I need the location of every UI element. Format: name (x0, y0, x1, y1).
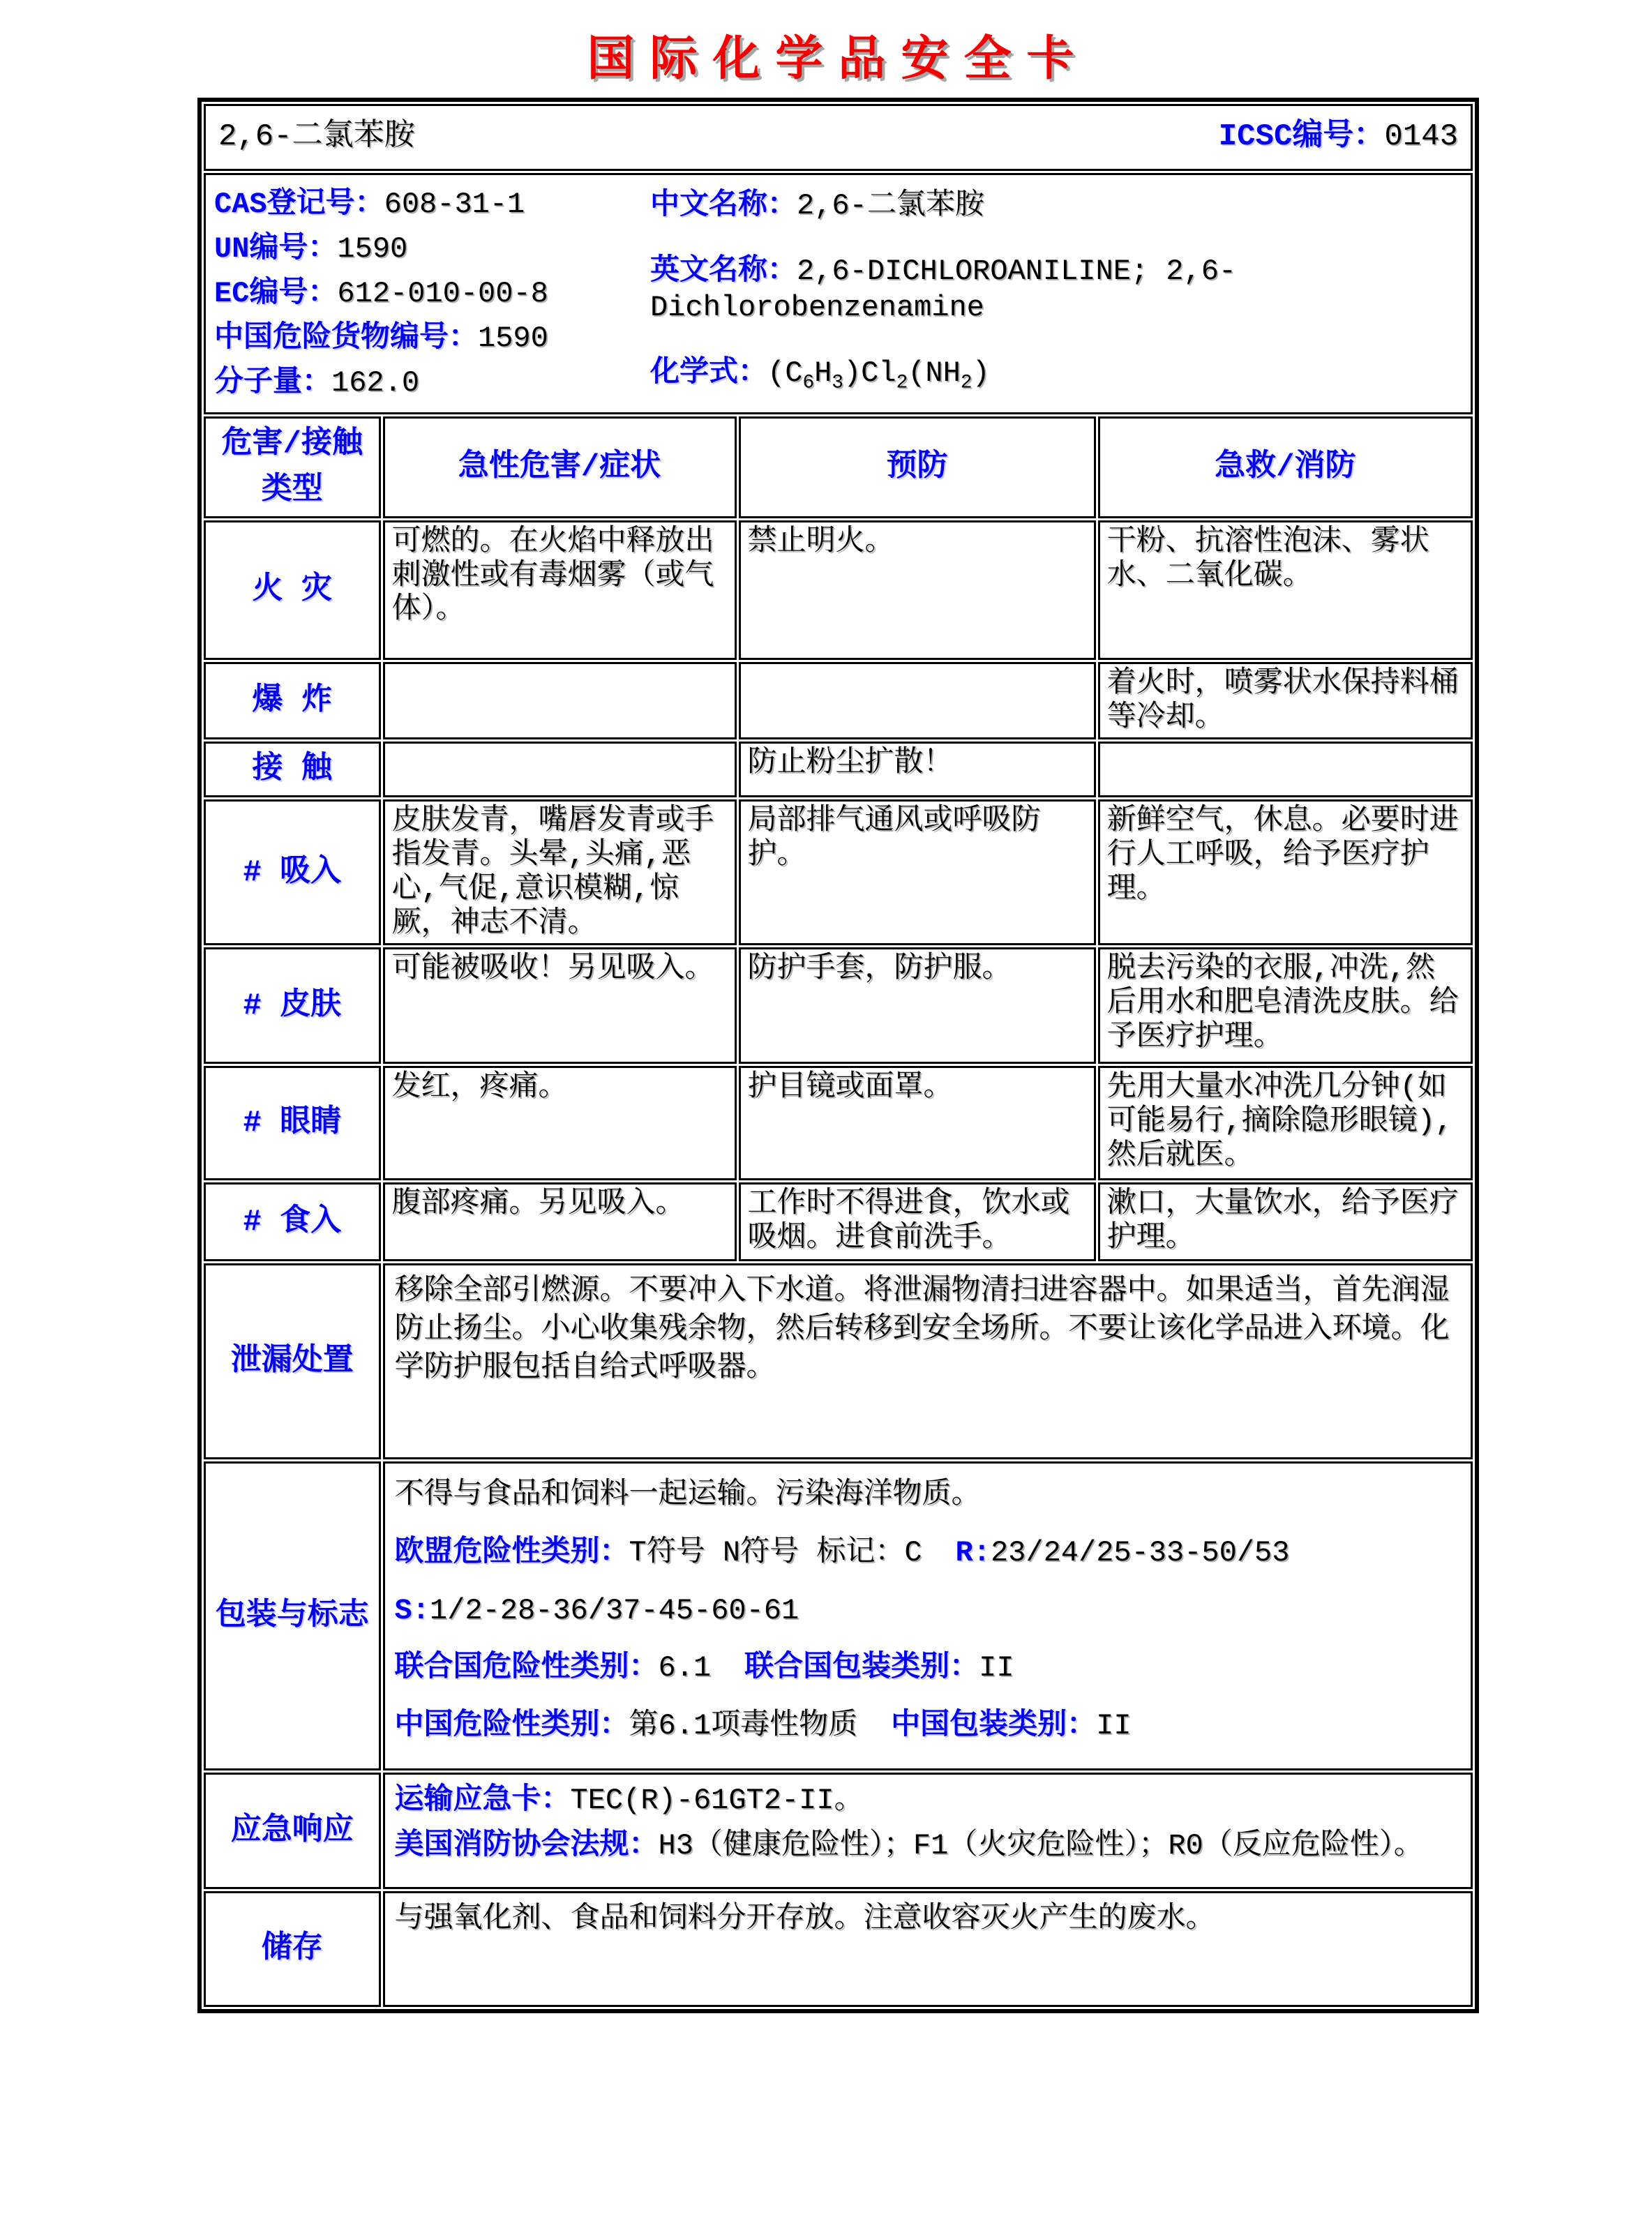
row-fire (204, 520, 1473, 660)
page-title: 国际化学品安全卡 (587, 36, 1090, 89)
formula-label: 化学式： (650, 356, 768, 390)
registry-line (214, 361, 650, 405)
fire-symptom-cell: 可燃的。在火焰中释放出刺激性或有毒烟雾（或气体）。 (383, 520, 737, 660)
text-run: EC编号： (214, 277, 338, 310)
row-storage (204, 1891, 1473, 2007)
ingestion-label: # 食入 (204, 1182, 381, 1261)
exposure-first-aid-cell (1098, 742, 1473, 797)
text-run: 美国消防协会法规： (394, 1828, 659, 1863)
paragraph (395, 1649, 1462, 1687)
chemical-name-cell (204, 104, 1473, 171)
emergency-label: 应急响应 (204, 1773, 381, 1889)
icsc-number-group (1219, 119, 1458, 155)
inhalation-label: # 吸入 (204, 799, 381, 945)
registry-line (214, 182, 650, 227)
header-prevention: 预防 (739, 416, 1096, 518)
safety-card-table (197, 98, 1479, 2013)
formula-line (650, 355, 1462, 396)
header-first-aid: 急救/消防 (1098, 416, 1473, 518)
explosion-symptom-cell (383, 662, 737, 739)
fire-prevention-cell: 禁止明火。 (739, 520, 1096, 660)
page (197, 0, 1479, 2013)
ingestion-first-aid-cell: 漱口，大量饮水，给予医疗护理。 (1098, 1182, 1473, 1261)
row-ingestion (204, 1182, 1473, 1261)
text-run: TEC(R)-61GT2-II。 (570, 1784, 864, 1818)
spillage-label: 泄漏处置 (204, 1263, 381, 1459)
text-run: 第6.1项毒性物质 (629, 1708, 858, 1743)
explosion-label: 爆 炸 (204, 662, 381, 739)
icsc-label: ICSC编号： (1218, 119, 1385, 155)
text-run: 1/2-28-36/37-45-60-61 (429, 1593, 799, 1627)
row-explosion (204, 662, 1473, 739)
chemical-name: 2,6-二氯苯胺 (218, 119, 415, 155)
text-run: 3 (832, 372, 843, 394)
inhalation-symptom-cell: 皮肤发青，嘴唇发青或手指发青。头晕,头痛,恶心,气促,意识模糊,惊厥，神志不清。 (383, 799, 737, 945)
text-run: 联合国危险性类别： (394, 1651, 659, 1685)
text-run: 2 (896, 372, 908, 394)
storage-label: 储存 (204, 1891, 381, 2007)
text-run: 与强氧化剂、食品和饲料分开存放。注意收容灭火产生的废水。 (394, 1902, 1215, 1937)
text-run: (C (767, 356, 803, 390)
text-run: H3（健康危险性）；F1（火灾危险性）；R0（反应危险性）。 (658, 1828, 1423, 1863)
eyes-prevention-cell: 护目镜或面罩。 (739, 1066, 1096, 1180)
chinese-name-value: 2,6-二氯苯胺 (797, 189, 984, 223)
eyes-first-aid-cell: 先用大量水冲洗几分钟(如可能易行,摘除隐形眼镜),然后就医。 (1098, 1066, 1473, 1180)
storage-content-cell (383, 1891, 1473, 2007)
spillage-content-cell (383, 1263, 1473, 1459)
text-run: 不得与食品和饲料一起运输。污染海洋物质。 (394, 1478, 981, 1512)
identifiers-cell (204, 173, 1473, 414)
text-run: 移除全部引燃源。不要冲入下水道。将泄漏物清扫进容器中。如果适当，首先润湿防止扬尘。小心收集残余物，然后转移到安全场所。不要让该化学品进入环境。化学防护服包括自给式呼吸器。 (394, 1274, 1450, 1385)
emergency-content-cell (383, 1773, 1473, 1889)
text-run: 6 (802, 372, 815, 394)
row-eyes (204, 1066, 1473, 1180)
row-emergency (204, 1773, 1473, 1889)
explosion-first-aid-cell: 着火时，喷雾状水保持料桶等冷却。 (1098, 662, 1473, 739)
text-run: S: (394, 1593, 430, 1627)
text-run: UN编号： (214, 232, 338, 266)
row-exposure (204, 742, 1473, 797)
text-run: 612-010-00-8 (337, 277, 548, 310)
text-run: 运输应急卡： (394, 1784, 571, 1818)
packaging-content-cell (383, 1461, 1473, 1770)
icsc-value: 0143 (1384, 119, 1458, 155)
english-name-value: 2,6-DICHLOROANILINE; 2,6-Dichlorobenzenamine (650, 254, 1237, 325)
text-run: 23/24/25-33-50/53 (990, 1535, 1290, 1570)
chemical-names (650, 182, 1462, 405)
text-run: 1590 (337, 232, 408, 266)
text-run: 2 (960, 372, 973, 394)
chinese-name-label: 中文名称： (650, 189, 797, 223)
text-run: )Cl (843, 356, 896, 390)
exposure-symptom-cell (383, 742, 737, 797)
registry-numbers (214, 182, 650, 405)
packaging-label: 包装与标志 (204, 1461, 381, 1770)
exposure-label: 接 触 (204, 742, 381, 797)
text-run: 联合国包装类别： (744, 1651, 979, 1685)
skin-label: # 皮肤 (204, 947, 381, 1064)
text-run: II (1096, 1708, 1132, 1743)
text-run: II (979, 1651, 1014, 1685)
explosion-prevention-cell (739, 662, 1096, 739)
english-name-line (650, 253, 1462, 326)
paragraph (395, 1782, 1462, 1820)
paragraph (395, 1534, 1462, 1572)
row-packaging (204, 1461, 1473, 1770)
text-run: ) (972, 356, 990, 390)
fire-first-aid-cell: 干粉、抗溶性泡沫、雾状水、二氧化碳。 (1098, 520, 1473, 660)
inhalation-prevention-cell: 局部排气通风或呼吸防护。 (739, 799, 1096, 945)
text-run: H (814, 356, 832, 390)
header-acute-symptoms: 急性危害/症状 (383, 416, 737, 518)
skin-first-aid-cell: 脱去污染的衣服,冲洗,然后用水和肥皂清洗皮肤。给予医疗护理。 (1098, 947, 1473, 1064)
chemical-formula (767, 356, 990, 394)
registry-line (214, 271, 650, 316)
paragraph (395, 1272, 1462, 1387)
text-run: 6.1 (658, 1651, 712, 1685)
registry-line (214, 227, 650, 271)
paragraph (395, 1900, 1462, 1939)
text-run: R: (955, 1535, 991, 1570)
chemical-name-row (204, 104, 1473, 171)
fire-label: 火 灾 (204, 520, 381, 660)
table-header-row (204, 416, 1473, 518)
text-run: 中国包装类别： (891, 1708, 1097, 1743)
text-run: 162.0 (331, 366, 420, 400)
paragraph (395, 1592, 1462, 1630)
ingestion-prevention-cell: 工作时不得进食，饮水或吸烟。进食前洗手。 (739, 1182, 1096, 1261)
english-name-label: 英文名称： (650, 254, 797, 288)
registry-line (214, 316, 650, 361)
paragraph (395, 1476, 1462, 1514)
skin-prevention-cell: 防护手套，防护服。 (739, 947, 1096, 1064)
header-hazard-type: 危害/接触 类型 (204, 416, 381, 518)
row-inhalation (204, 799, 1473, 945)
row-skin (204, 947, 1473, 1064)
inhalation-first-aid-cell: 新鲜空气，休息。必要时进行人工呼吸，给予医疗护理。 (1098, 799, 1473, 945)
ingestion-symptom-cell: 腹部疼痛。另见吸入。 (383, 1182, 737, 1261)
exposure-prevention-cell: 防止粉尘扩散！ (739, 742, 1096, 797)
eyes-symptom-cell: 发红，疼痛。 (383, 1066, 737, 1180)
paragraph (395, 1707, 1462, 1745)
text-run: 608-31-1 (384, 188, 525, 221)
chinese-name-line (650, 188, 1462, 225)
text-run: CAS登记号： (214, 188, 384, 221)
eyes-label: # 眼睛 (204, 1066, 381, 1180)
skin-symptom-cell: 可能被吸收！另见吸入。 (383, 947, 737, 1064)
identifiers-row (204, 173, 1473, 414)
text-run: (NH (908, 356, 961, 390)
text-run: 1590 (478, 322, 548, 355)
text-run: 中国危险货物编号： (214, 322, 479, 355)
text-run: 分子量： (214, 366, 332, 400)
text-run: 中国危险性类别： (394, 1708, 629, 1743)
row-spillage (204, 1263, 1473, 1459)
text-run: 欧盟危险性类别： (394, 1535, 629, 1570)
text-run: T符号 N符号 标记：C (629, 1535, 922, 1570)
paragraph (395, 1827, 1462, 1865)
